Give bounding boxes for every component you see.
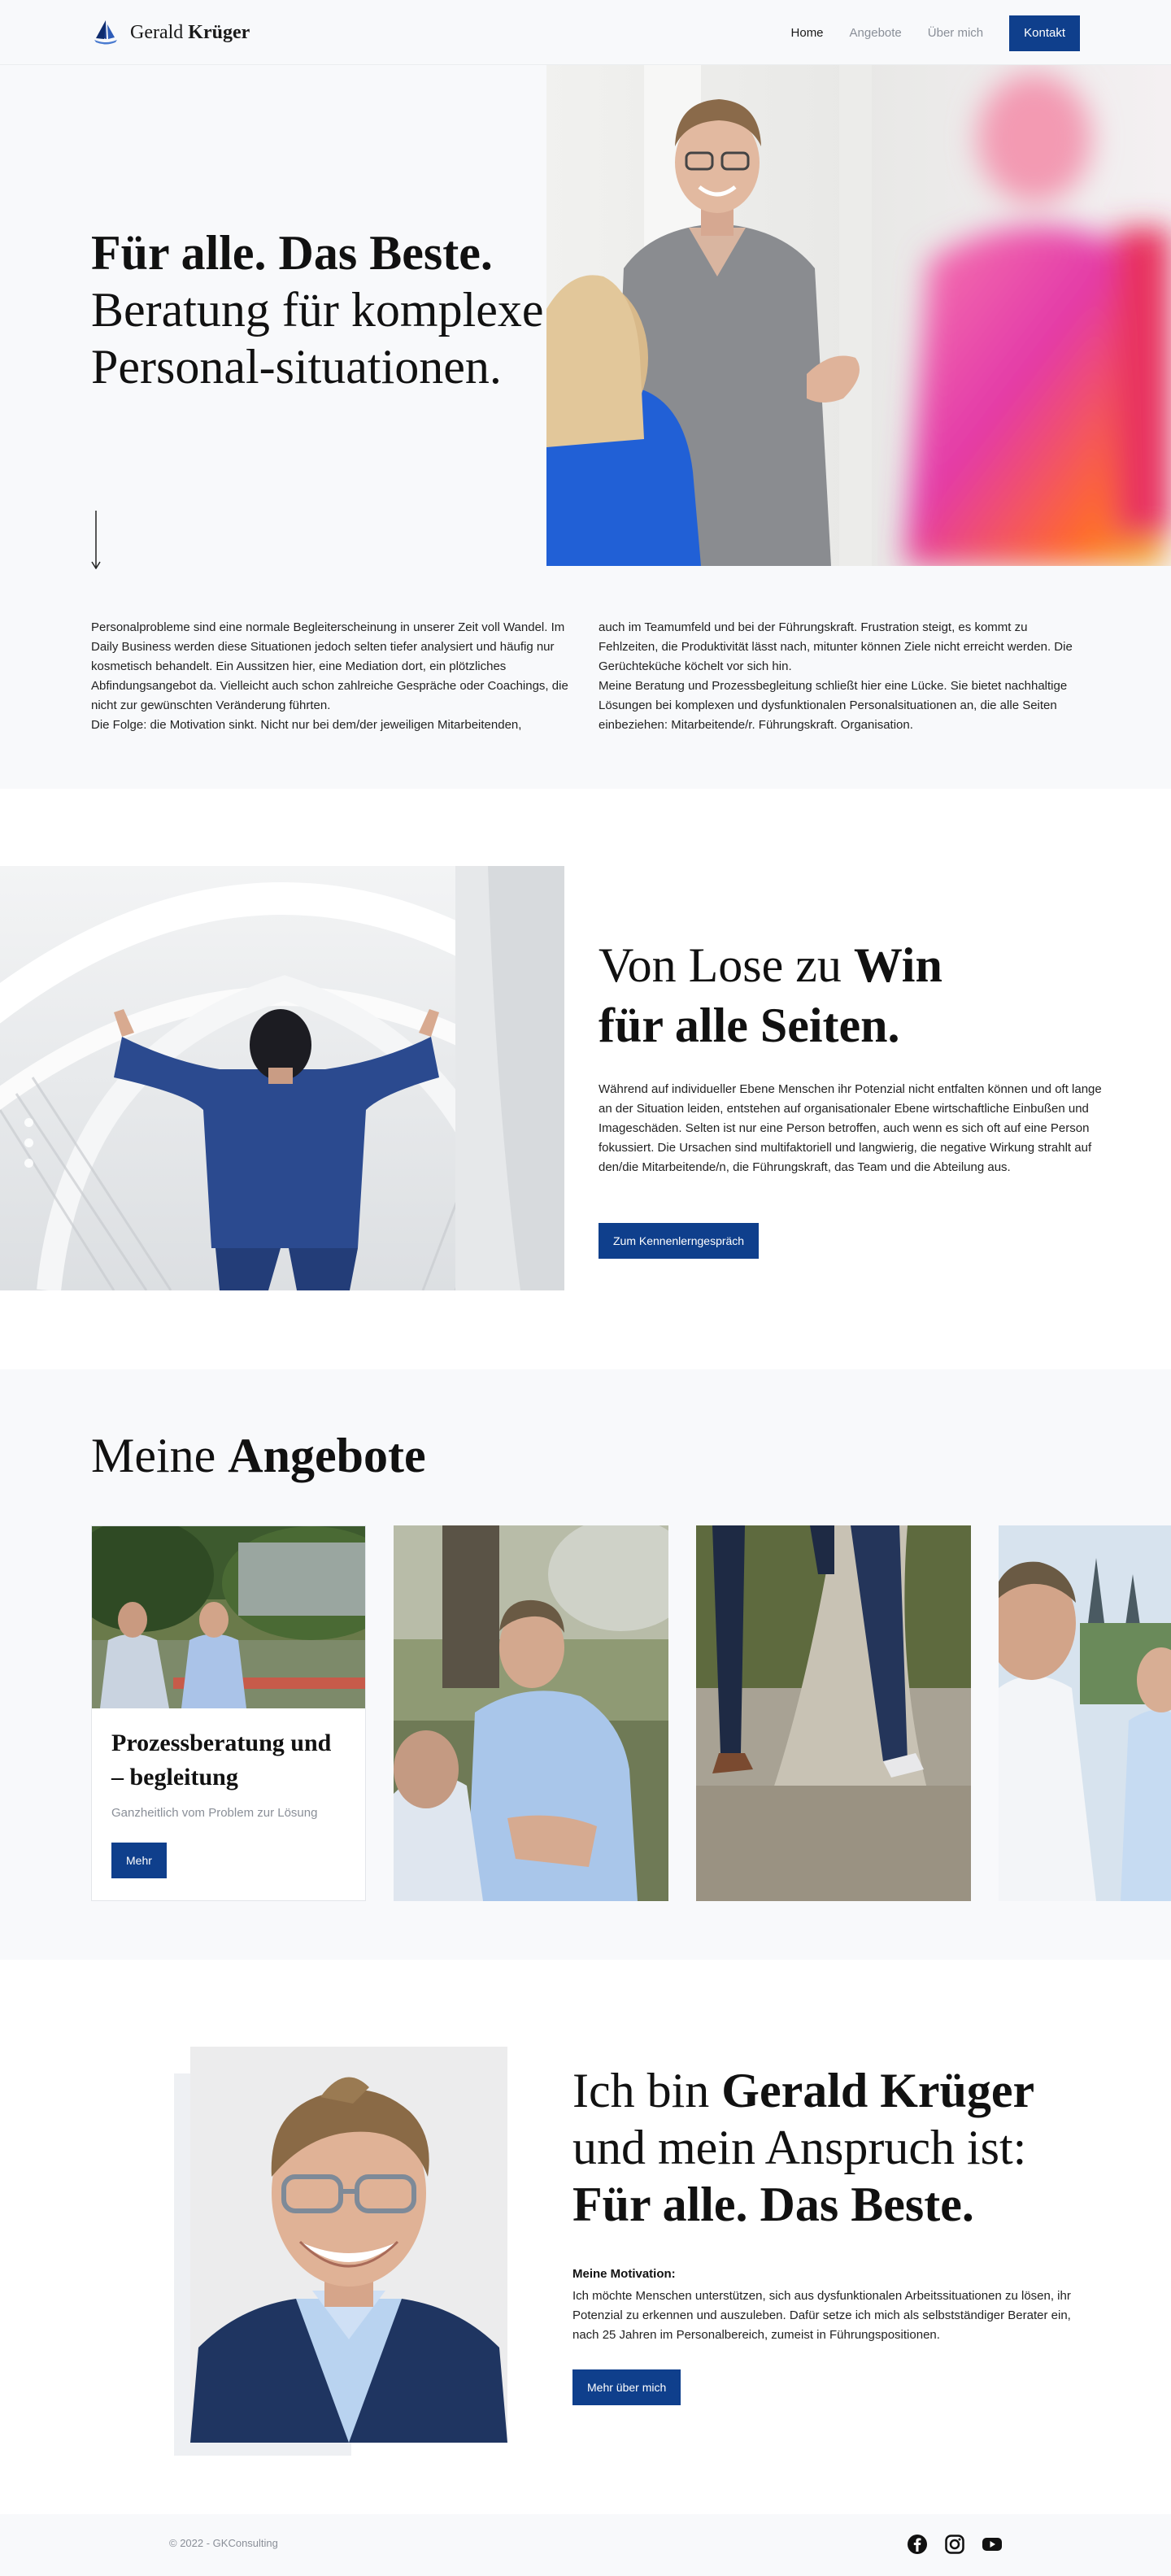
instagram-icon[interactable] xyxy=(944,2534,965,2555)
hero-title xyxy=(91,224,546,395)
slider-dot[interactable] xyxy=(24,1118,33,1127)
offer-card-2[interactable] xyxy=(394,1525,668,1901)
main-nav xyxy=(791,15,1080,51)
kontakt-button[interactable]: Kontakt xyxy=(1009,15,1080,51)
mehr-ueber-mich-button[interactable]: Mehr über mich xyxy=(572,2369,681,2405)
mehr-button[interactable]: Mehr xyxy=(111,1843,167,1878)
hero-title-regular: Beratung für komplexe Personal-situationen. xyxy=(91,283,544,394)
logo-first-name: Gerald xyxy=(130,21,184,43)
offer-image xyxy=(999,1525,1171,1901)
offers-title: Meine Angebote xyxy=(91,1429,426,1482)
offer-card-prozessberatung[interactable] xyxy=(91,1525,366,1901)
slider-dot[interactable] xyxy=(24,1159,33,1168)
offer-image xyxy=(394,1525,668,1901)
hero-text-left: Personalprobleme sind eine normale Begleiterscheinung in unserer Zeit voll Wandel. Im Daily Business werden diese Situationen jedoch selten tiefer analysiert und häufig nur kosmetisch behandelt. Ein Aussitzen hier, eine Mediation dort, ein plötzliches Abfindungsangebot da. Vielleicht auch schon zahlreiche Gespräche oder Coachings, die nicht zur gewünschten Veränderung führten. Die Folge: die Motivation sinkt. Nicht nur bei dem/der jeweiligen Mitarbeitenden, xyxy=(91,620,568,732)
site-header xyxy=(0,0,1171,65)
slider-dots xyxy=(24,1118,34,1167)
nav-home[interactable]: Home xyxy=(790,26,824,40)
hero-text-right: auch im Teamumfeld und bei der Führungskraft. Frustration steigt, es kommt zu Fehlzeiten, die Produktivität lässt nach, mitunter können Ziele nicht erreicht werden. Die Gerüchteküche köchelt vor sich hin. Meine Beratung und Prozessbegleitung schließt hier eine Lücke. Sie bietet nachhaltige Lösungen bei komplexen und dysfunktionalen Personalsituationen an, die alle Seiten einbeziehen: Mitarbeitende/r. Führungskraft. Organisation. xyxy=(599,620,1073,732)
logo-last-name: Krüger xyxy=(188,21,250,43)
logo[interactable] xyxy=(91,18,250,47)
offer-card-body xyxy=(92,1708,366,1901)
kennenlerngespraech-button[interactable]: Zum Kennenlerngespräch xyxy=(599,1223,759,1259)
copyright: © 2022 - GKConsulting xyxy=(169,2537,278,2549)
slider-dot[interactable] xyxy=(24,1138,33,1147)
hero-image xyxy=(546,65,1171,566)
offer-card-title: Prozessberatung und – begleitung xyxy=(111,1730,332,1791)
offer-card-4[interactable] xyxy=(999,1525,1171,1901)
win-text: Während auf individueller Ebene Menschen ihr Potenzial nicht entfalten können und oft lange an der Situation leiden, entstehen auf organisationaler Ebene wirtschaftliche Einbußen und Imageschäden. Selten ist nur eine Person betroffen, auch wenn es sich oft auf eine Person fokussiert. Die Ursachen sind multifaktoriell und langwierig, die negative Wirkung strahlt auf den/die Mitarbeitende/n, die Führungskraft, das Team und die Abteilung aus. xyxy=(599,1082,1102,1174)
facebook-icon[interactable] xyxy=(907,2534,928,2555)
nav-angebote[interactable]: Angebote xyxy=(849,26,902,40)
youtube-icon[interactable] xyxy=(982,2534,1003,2555)
nav-ueber-mich[interactable]: Über mich xyxy=(927,26,984,40)
offer-image xyxy=(92,1526,366,1708)
sailboat-logo-icon xyxy=(91,18,120,47)
arrow-down-icon[interactable] xyxy=(91,511,101,569)
hero-title-bold: Für alle. Das Beste. xyxy=(91,226,493,280)
offer-card-3[interactable] xyxy=(696,1525,971,1901)
offers-section xyxy=(0,1369,1171,1960)
win-image-slider xyxy=(0,866,564,1290)
about-photo xyxy=(190,2047,507,2443)
win-title: Von Lose zu Win für alle Seiten. xyxy=(599,938,942,1052)
social-links xyxy=(907,2534,1003,2555)
hero-section xyxy=(0,65,1171,789)
motivation-text: Ich möchte Menschen unterstützen, sich aus dysfunktionalen Arbeitssituationen zu lösen, ihr Potenzial zu erkennen und auszuleben. Dafür setze ich mich als selbstständiger Berater ein, nach 25 Jahren im Personalbereich, zumeist in Führungspositionen. xyxy=(572,2289,1071,2342)
site-footer xyxy=(0,2514,1171,2576)
about-title: Ich bin Gerald Krüger und mein Anspruch ist: Für alle. Das Beste. xyxy=(572,2064,1035,2231)
offer-card-subtitle: Ganzheitlich vom Problem zur Lösung xyxy=(111,1806,318,1820)
offer-image xyxy=(696,1525,971,1901)
motivation-label: Meine Motivation: xyxy=(572,2267,676,2281)
